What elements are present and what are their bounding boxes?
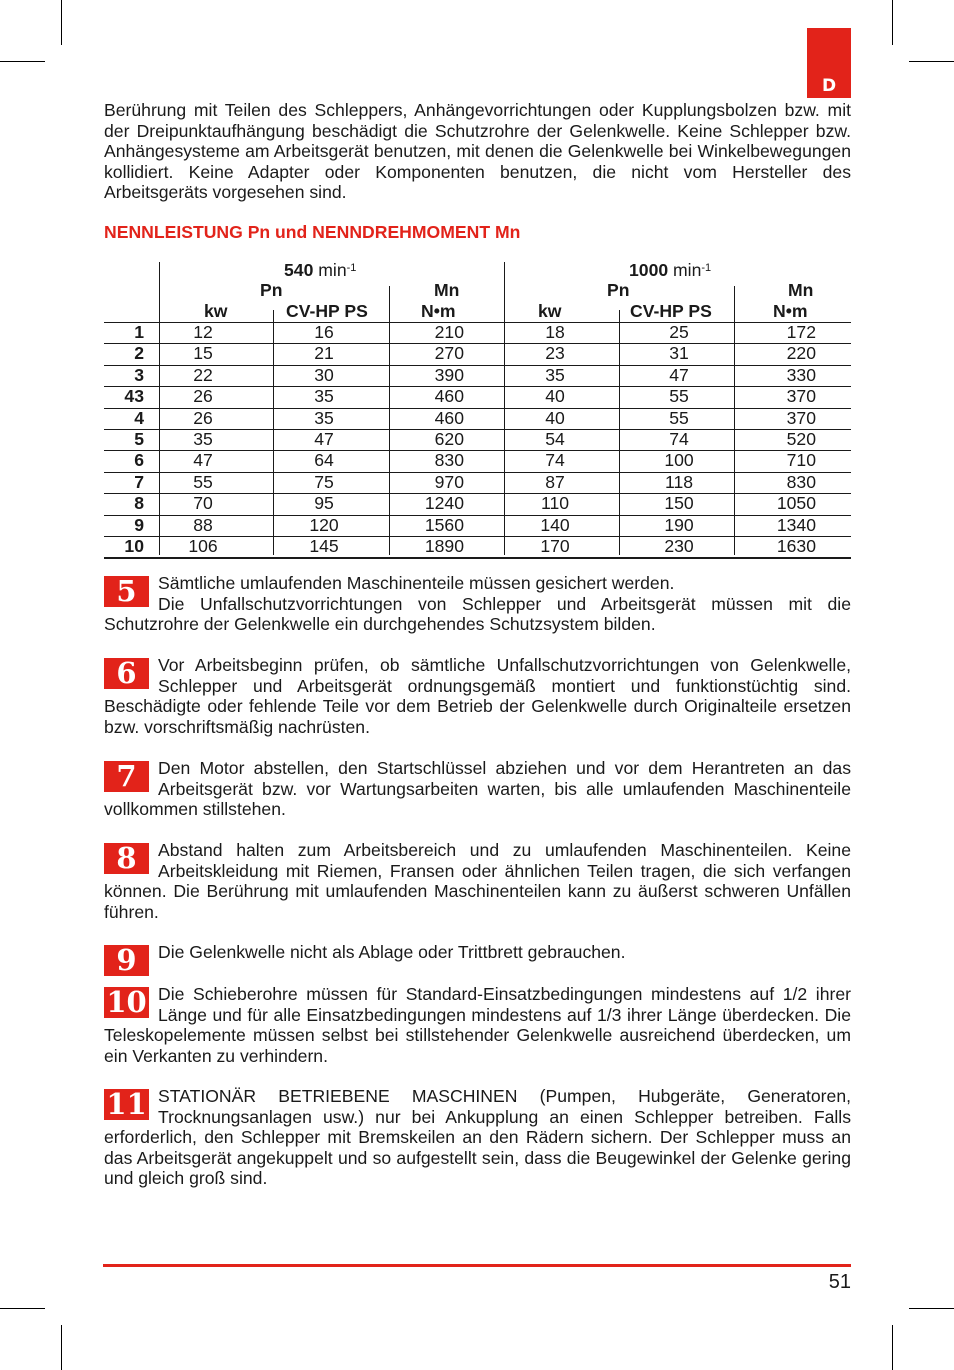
section-text	[104, 984, 851, 1066]
table-cell: 220	[786, 343, 816, 364]
table-cell: 75	[314, 471, 334, 492]
group2-speed: 1000 $\min^{-1}$	[629, 260, 712, 280]
section-number-badge: 9	[104, 945, 149, 976]
group1-nm: N•m	[421, 301, 456, 321]
table-cell: 710	[786, 450, 816, 471]
table-cell: 40	[545, 386, 565, 407]
table-cell: 88	[193, 514, 213, 535]
table-cell: 390	[434, 364, 464, 385]
table-cell: 74	[545, 450, 565, 471]
table-cell: 520	[786, 429, 816, 449]
table-cell: 620	[434, 429, 464, 449]
table-cell: 830	[786, 471, 816, 492]
section-number-badge: 7	[104, 761, 149, 792]
section-text-body: Die Gelenkwelle nicht als Ablage oder Trittbrett gebrauchen.	[158, 942, 626, 962]
table-cell: 370	[786, 386, 816, 407]
table-cell: 100	[664, 450, 694, 471]
table-cell: 64	[314, 450, 334, 471]
row-label: 1	[134, 322, 144, 342]
language-tab	[807, 28, 851, 98]
row-label: 9	[134, 514, 144, 535]
table-cell: 270	[434, 343, 464, 364]
table-cell: 1630	[776, 536, 816, 556]
section-number-badge: 8	[104, 843, 149, 874]
badge-spacer	[104, 573, 158, 611]
row-label: 3	[134, 364, 144, 385]
row-label: 43	[124, 386, 144, 407]
table-cell: 74	[669, 429, 689, 449]
table-row	[104, 493, 851, 514]
table-cell: 145	[309, 536, 339, 556]
badge-spacer	[104, 655, 158, 693]
section-text-body: Den Motor abstellen, den Startschlüssel abziehen und vor dem Herantreten an das Arbeitsgerät bzw. vor Wartungsarbeiten warten, bis alle umlaufenden Maschinenteile vollkommen stillstehen.	[104, 758, 851, 820]
table-cell: 47	[314, 429, 334, 449]
group1-kw: kw	[204, 301, 228, 321]
table-cell: 35	[314, 407, 334, 428]
badge-spacer	[104, 840, 158, 878]
section-text	[104, 655, 851, 737]
section-heading: NENNLEISTUNG Pn und NENNDREHMOMENT Mn	[104, 222, 521, 242]
language-tab-label: D	[821, 76, 837, 96]
table-cell: 35	[193, 429, 213, 449]
table-cell: 110	[540, 493, 570, 514]
group1-pn: Pn	[260, 280, 283, 300]
table-cell: 172	[786, 322, 816, 342]
section-text-body: Vor Arbeitsbeginn prüfen, ob sämtliche Unfallschutzvorrichtungen von Gelenkwelle, Schlepper und Arbeitsgerät ordnungsgemäß montiert und funktionstüchtig sind. Beschädigte oder fehlende Teile vor dem Betrieb der Gelenkwelle durch Originalteile ersetzen bzw. vorschriftsmäßig nachrüsten.	[104, 655, 851, 737]
table-cell: 55	[669, 407, 689, 428]
section-number-badge: 6	[104, 658, 149, 689]
table-cell: 1560	[424, 514, 464, 535]
badge-spacer	[104, 758, 158, 796]
crop-mark	[0, 61, 45, 62]
table-cell: 21	[314, 343, 334, 364]
table-cell: 35	[545, 364, 565, 385]
table-row	[104, 472, 851, 493]
row-label: 4	[134, 407, 144, 428]
row-label: 5	[134, 429, 144, 449]
table-cell: 190	[664, 514, 694, 535]
table-cell: 70	[193, 493, 213, 514]
table-cell: 118	[664, 471, 694, 492]
table-cell: 170	[540, 536, 570, 556]
badge-spacer	[104, 1086, 158, 1124]
group2-pn: Pn	[607, 280, 630, 300]
table-rule	[104, 557, 851, 559]
group2-nm: N•m	[773, 301, 808, 321]
footer-rule	[103, 1264, 851, 1267]
crop-mark	[61, 1325, 62, 1370]
table-cell: 15	[193, 343, 213, 364]
section-number-badge: 5	[104, 576, 149, 607]
table-cell: 150	[664, 493, 694, 514]
table-row	[104, 429, 851, 450]
section-text-body: STATIONÄR BETRIEBENE MASCHINEN (Pumpen, Hubgeräte, Generatoren, Trocknungsanlagen usw.) nur bei Ankupplung an einen Schlepper betreiben. Falls erforderlich, den Schlepper mit Bremskeilen an den Rädern sichern. Der Schlepper muss an das Arbeitsgerät angekuppelt und so aufgestellt sein, dass die Beugewinkel der Gelenke gering und gleich groß sind.	[104, 1086, 851, 1189]
table-cell: 230	[664, 536, 694, 556]
table-cell: 460	[434, 407, 464, 428]
table-cell: 26	[193, 386, 213, 407]
section-text	[104, 840, 851, 922]
table-cell: 18	[545, 322, 565, 342]
section-text-body: Sämtliche umlaufenden Maschinenteile müssen gesichert werden. Die Unfallschutzvorrichtungen von Schlepper und Arbeitsgerät müssen mit die Schutzrohre der Gelenkwelle ein durchgehendes Schutzsystem bilden.	[104, 573, 851, 635]
section-number-badge: 11	[104, 1089, 149, 1120]
table-cell: 30	[314, 364, 334, 385]
section-text	[104, 942, 851, 980]
group2-cv: CV-HP PS	[630, 301, 712, 321]
table-cell: 22	[193, 364, 213, 385]
group1-speed: 540 $\min^{-1}$	[284, 260, 357, 280]
row-label: 6	[134, 450, 144, 471]
table-row	[104, 408, 851, 429]
row-label: 10	[124, 536, 144, 556]
table-cell: 210	[434, 322, 464, 342]
table-cell: 40	[545, 407, 565, 428]
section-text	[104, 1086, 851, 1189]
table-cell: 26	[193, 407, 213, 428]
table-cell: 47	[669, 364, 689, 385]
section-text	[104, 573, 851, 635]
table-cell: 95	[314, 493, 334, 514]
crop-mark	[909, 61, 954, 62]
table-cell: 47	[193, 450, 213, 471]
group1-cv: CV-HP PS	[286, 301, 368, 321]
crop-mark	[892, 1325, 893, 1370]
table-cell: 460	[434, 386, 464, 407]
table-cell: 31	[669, 343, 689, 364]
table-cell: 87	[545, 471, 565, 492]
group2-kw: kw	[538, 301, 562, 321]
section-text-body: Die Schieberohre müssen für Standard-Einsatzbedingungen mindestens auf 1/2 ihrer Länge und für alle Einsatzbedingungen mindestens auf 1/3 ihrer Länge überdecken. Die Teleskopelemente müssen selbst bei stillstehender Gelenkwelle ausreichend überdecken, um ein Verkanten zu verhindern.	[104, 984, 851, 1066]
section-text-body: Abstand halten zum Arbeitsbereich und zu umlaufenden Maschinenteilen. Keine Arbeitskleidung mit Riemen, Fransen oder ähnlichen Teilen tragen, die sich verfangen können. Die Berührung mit umlaufenden Maschinenteilen kann zu äußerst schweren Unfällen führen.	[104, 840, 851, 922]
table-cell: 370	[786, 407, 816, 428]
table-cell: 35	[314, 386, 334, 407]
section-number-badge: 10	[104, 987, 149, 1018]
table-row	[104, 343, 851, 364]
group2-mn: Mn	[788, 280, 814, 300]
crop-mark	[61, 0, 62, 45]
row-label: 8	[134, 493, 144, 514]
table-row	[104, 322, 851, 343]
table-cell: 106	[188, 536, 218, 556]
crop-mark	[0, 1308, 45, 1309]
table-cell: 25	[669, 322, 689, 342]
intro-paragraph: Berührung mit Teilen des Schleppers, Anhängevorrichtungen oder Kupplungsbolzen bzw. mit der Dreipunktaufhängung beschädigt die Schutzrohre der Gelenkwelle. Keine Schlepper bzw. Anhängesysteme am Arbeitsgerät benutzen, mit denen die Gelenkwelle bei Winkelbewegungen kollidiert. Keine Adapter oder Komponenten benutzen, die nicht vom Hersteller des Arbeitsgeräts vorgesehen sind.	[104, 100, 851, 203]
table-cell: 1050	[776, 493, 816, 514]
badge-spacer	[104, 942, 158, 980]
table-cell: 1890	[424, 536, 464, 556]
group1-mn: Mn	[434, 280, 460, 300]
table-cell: 970	[434, 471, 464, 492]
row-label: 2	[134, 343, 144, 364]
table-cell: 23	[545, 343, 565, 364]
table-cell: 16	[314, 322, 334, 342]
badge-spacer	[104, 984, 158, 1022]
table-row	[104, 450, 851, 471]
table-cell: 1340	[776, 514, 816, 535]
table-cell: 140	[540, 514, 570, 535]
table-cell: 55	[669, 386, 689, 407]
table-cell: 55	[193, 471, 213, 492]
table-row	[104, 515, 851, 536]
table-row	[104, 536, 851, 557]
table-cell: 1240	[424, 493, 464, 514]
table-cell: 12	[193, 322, 213, 342]
table-cell: 330	[786, 364, 816, 385]
crop-mark	[909, 1308, 954, 1309]
table-cell: 120	[309, 514, 339, 535]
table-cell: 830	[434, 450, 464, 471]
section-text	[104, 758, 851, 820]
table-cell: 54	[545, 429, 565, 449]
table-row	[104, 386, 851, 407]
table-row	[104, 365, 851, 386]
row-label: 7	[134, 471, 144, 492]
page-number: 51	[828, 1271, 851, 1293]
crop-mark	[892, 0, 893, 45]
